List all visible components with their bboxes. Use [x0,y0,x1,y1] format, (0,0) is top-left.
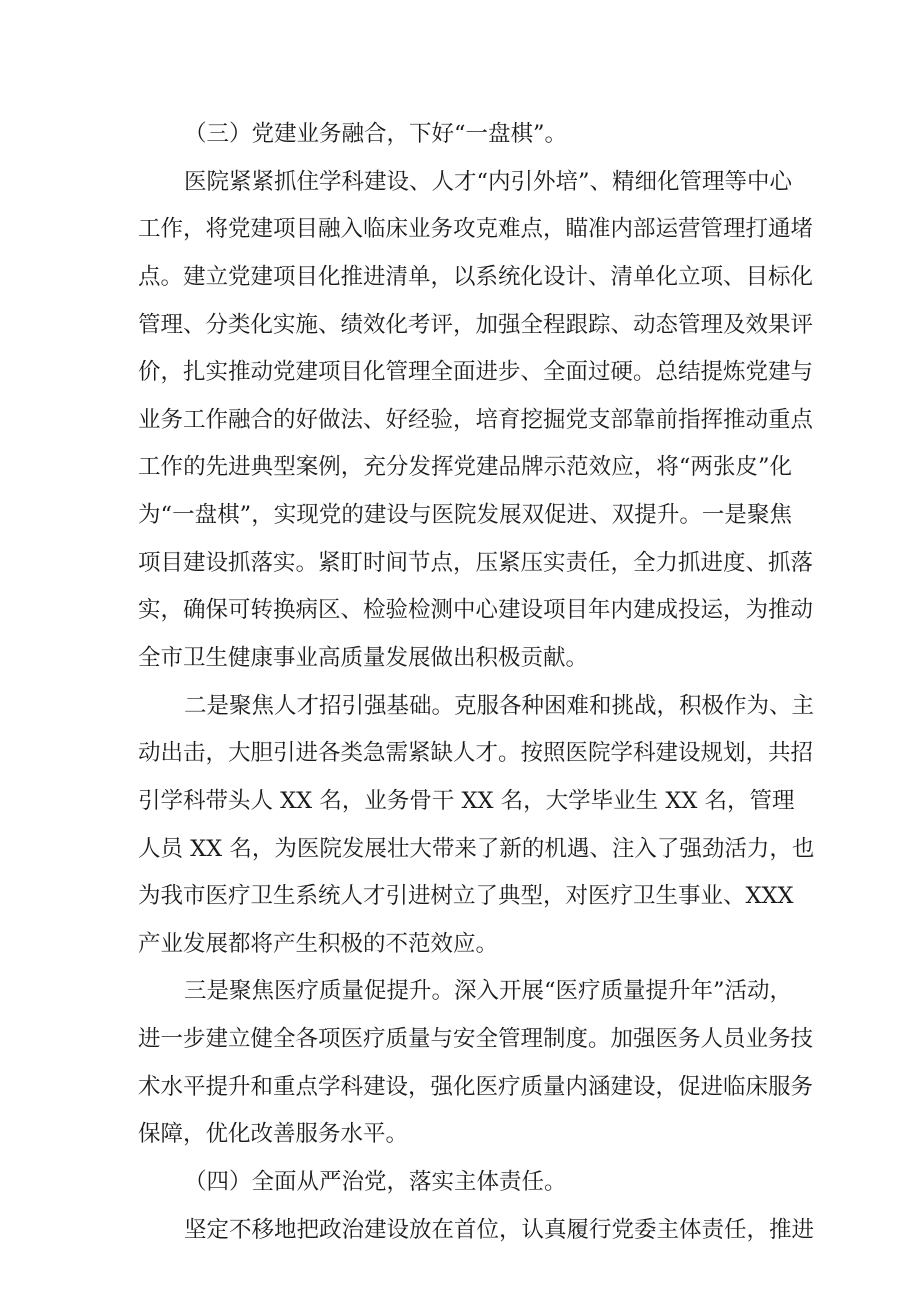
section-heading-3: （三）党建业务融合，下好“一盘棋”。 [184,121,568,147]
paragraph-line: 点。建立党建项目化推进清单，以系统化设计、清单化立项、目标化 [138,264,814,290]
paragraph-line: 二是聚焦人才招引强基础。克服各种困难和挑战，积极作为、主 [184,693,815,719]
section-heading-4: （四）全面从严治党，落实主体责任。 [184,1169,567,1195]
paragraph-line: 工作的先进典型案例，充分发挥党建品牌示范效应，将“两张皮”化 [138,454,792,480]
paragraph-line: 产业发展都将产生积极的不范效应。 [138,931,499,957]
paragraph-line: 全市卫生健康事业高质量发展做出积极贡献。 [138,645,589,671]
paragraph-line: 价，扎实推动党建项目化管理全面进步、全面过硬。总结提炼党建与 [138,359,814,385]
paragraph-line: 坚定不移地把政治建设放在首位，认真履行党委主体责任，推进 [184,1217,815,1243]
paragraph-line: 项目建设抓落实。紧盯时间节点，压紧压实责任，全力抓进度、抓落 [138,550,814,576]
paragraph-line: 保障，优化改善服务水平。 [138,1121,409,1147]
paragraph-line: 为“一盘棋”，实现党的建设与医院发展双促进、双提升。一是聚焦 [138,502,792,528]
paragraph-line: 工作，将党建项目融入临床业务攻克难点，瞄准内部运营管理打通堵 [138,216,814,242]
paragraph-line: 为我市医疗卫生系统人才引进树立了典型，对医疗卫生事业、XXX [138,883,794,909]
paragraph-line: 引学科带头人 XX 名，业务骨干 XX 名，大学毕业生 XX 名，管理 [138,788,795,814]
paragraph-line: 医院紧紧抓住学科建设、人才“内引外培”、精细化管理等中心 [184,169,793,195]
paragraph-line: 术水平提升和重点学科建设，强化医疗质量内涵建设，促进临床服务 [138,1074,814,1100]
paragraph-line: 管理、分类化实施、绩效化考评，加强全程跟踪、动态管理及效果评 [138,312,814,338]
paragraph-line: 三是聚焦医疗质量促提升。深入开展“医疗质量提升年”活动， [184,978,793,1004]
paragraph-line: 人员 XX 名，为医院发展壮大带来了新的机遇、注入了强劲活力，也 [138,836,815,862]
paragraph-line: 动出击，大胆引进各类急需紧缺人才。按照医院学科建设规划，共招 [138,740,814,766]
paragraph-line: 进一步建立健全各项医疗质量与安全管理制度。加强医务人员业务技 [138,1026,814,1052]
paragraph-line: 实，确保可转换病区、检验检测中心建设项目年内建成投运，为推动 [138,597,814,623]
paragraph-line: 业务工作融合的好做法、好经验，培育挖掘党支部靠前指挥推动重点 [138,407,814,433]
